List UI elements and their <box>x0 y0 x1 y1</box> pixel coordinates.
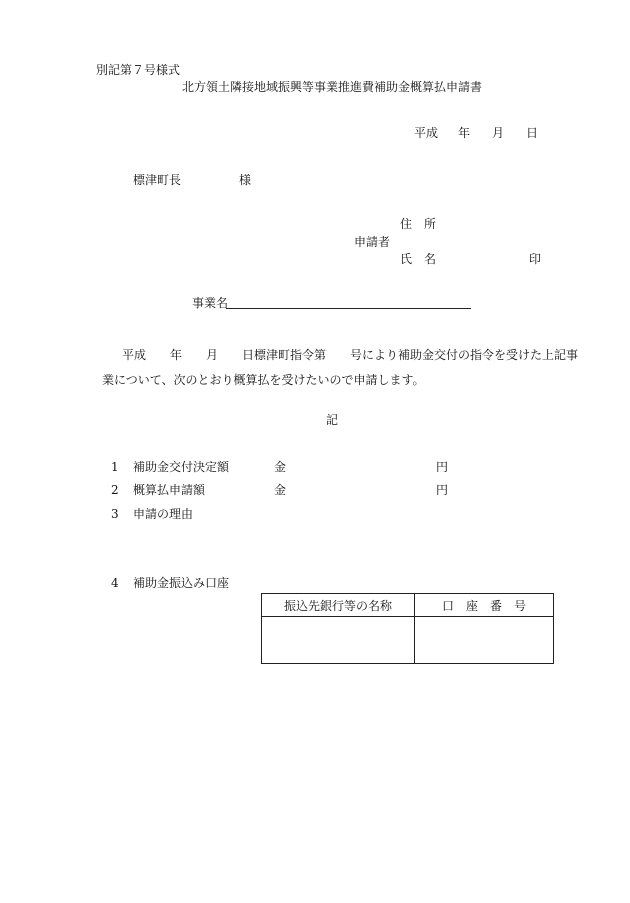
account-number-cell <box>415 617 554 664</box>
item-number: 2 <box>111 483 119 497</box>
addressee <box>133 173 251 187</box>
item-kin: 金 <box>274 483 287 497</box>
bank-account-table <box>261 593 554 664</box>
account-number-header: 口 座 番 号 <box>415 594 554 617</box>
item-number: 1 <box>111 460 119 474</box>
document-title: 北方領土隣接地域振興等事業推進費補助金概算払申請書 <box>181 80 482 94</box>
date-day: 日 <box>526 126 539 140</box>
date-era: 平成 <box>414 126 439 140</box>
item-en: 円 <box>436 460 449 474</box>
date-line <box>414 126 538 140</box>
item-label: 概算払申請額 <box>133 483 206 497</box>
bank-name-cell <box>262 617 415 664</box>
project-name-line <box>226 308 471 309</box>
date-month: 月 <box>492 126 505 140</box>
name-label: 氏 名 <box>400 252 437 266</box>
bank-name-header: 振込先銀行等の名称 <box>262 594 415 617</box>
item-label: 申請の理由 <box>133 507 194 521</box>
project-name-label: 事業名 <box>192 296 229 310</box>
item-en: 円 <box>436 483 449 497</box>
item-number: 3 <box>111 507 119 521</box>
body-paragraph <box>102 343 580 393</box>
item-number: 4 <box>111 576 119 590</box>
date-year: 年 <box>458 126 471 140</box>
addressee-honorific: 様 <box>239 173 252 187</box>
ki-heading: 記 <box>326 413 339 427</box>
form-number: 別記第７号様式 <box>96 63 181 77</box>
item-label: 補助金交付決定額 <box>133 460 230 474</box>
seal-mark: 印 <box>529 252 542 266</box>
applicant-label: 申請者 <box>354 235 391 249</box>
address-label: 住 所 <box>400 217 437 231</box>
body-line-2: 業について、次のとおり概算払を受けたいので申請します。 <box>102 373 425 387</box>
item-label: 補助金振込み口座 <box>133 576 230 590</box>
item-kin: 金 <box>274 460 287 474</box>
body-line-1: 平成 年 月 日標津町指令第 号により補助金交付の指令を受けた上記事 <box>122 348 579 362</box>
addressee-name: 標津町長 <box>133 173 182 187</box>
